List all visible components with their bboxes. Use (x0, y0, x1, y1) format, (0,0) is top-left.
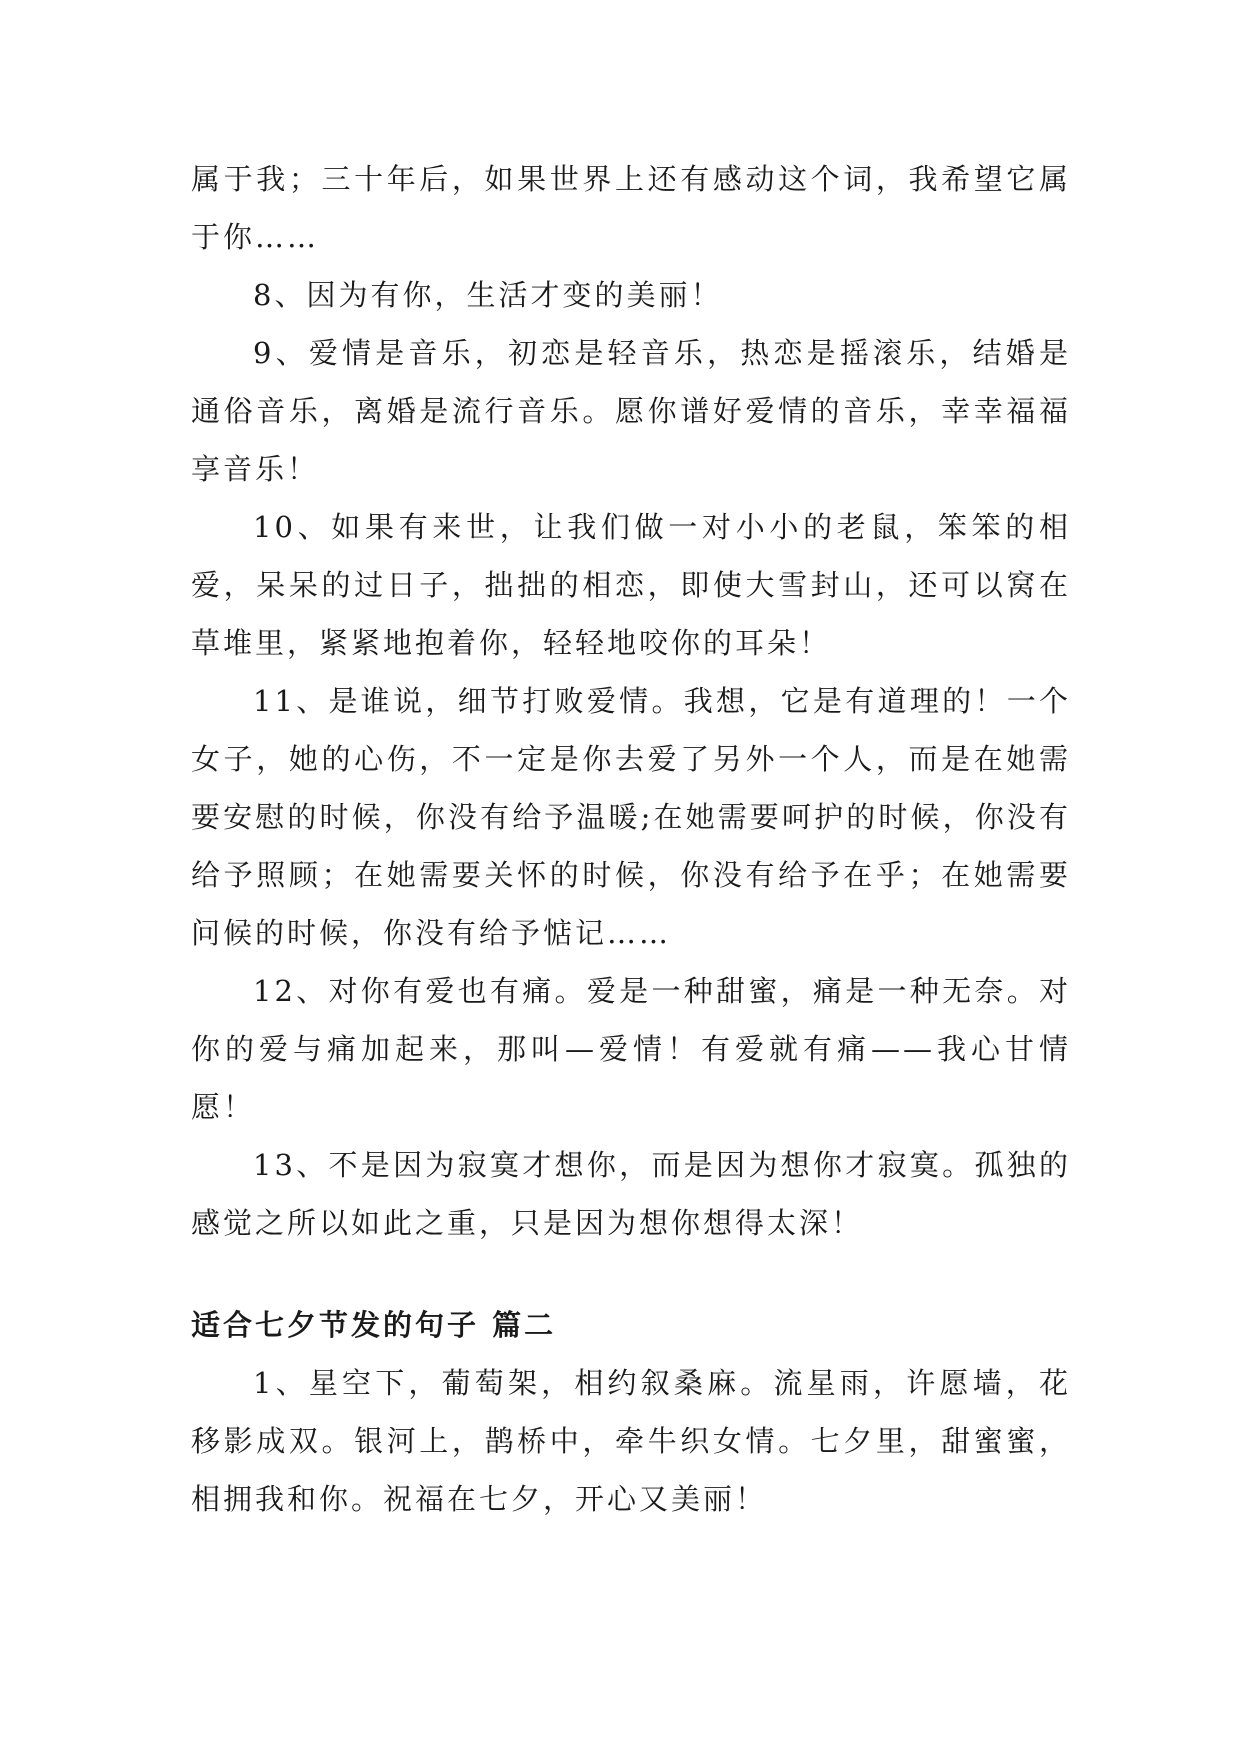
section-heading: 适合七夕节发的句子 篇二 (191, 1308, 557, 1342)
paragraph-item-11: 11、是谁说，细节打败爱情。我想，它是有道理的！一个女子，她的心伤，不一定是你去爱了另外一个人，而是在她需要安慰的时候，你没有给予温暖;在她需要呵护的时候，你没有给予照顾；在她需要关怀的时候，你没有给予在乎；在她需要问候的时候，你没有给予惦记…… (191, 684, 1071, 950)
paragraph-item-12: 12、对你有爱也有痛。爱是一种甜蜜，痛是一种无奈。对你的爱与痛加起来，那叫—爱情！有爱就有痛——我心甘情愿！ (191, 974, 1071, 1124)
document-page (191, 150, 1071, 1528)
paragraph-item-9: 9、爱情是音乐，初恋是轻音乐，热恋是摇滚乐，结婚是通俗音乐，离婚是流行音乐。愿你谱好爱情的音乐，幸幸福福享音乐！ (191, 336, 1071, 486)
paragraph-item-8: 8、因为有你，生活才变的美丽！ (253, 278, 723, 312)
paragraph-section2-item-1: 1、星空下，葡萄架，相约叙桑麻。流星雨，许愿墙，花移影成双。银河上，鹊桥中，牵牛织女情。七夕里，甜蜜蜜，相拥我和你。祝福在七夕，开心又美丽！ (191, 1366, 1071, 1516)
paragraph-item-10: 10、如果有来世，让我们做一对小小的老鼠，笨笨的相爱，呆呆的过日子，拙拙的相恋，即使大雪封山，还可以窝在草堆里，紧紧地抱着你，轻轻地咬你的耳朵！ (191, 510, 1071, 660)
paragraph-continued: 属于我；三十年后，如果世界上还有感动这个词，我希望它属于你…… (191, 162, 1071, 254)
paragraph-item-13: 13、不是因为寂寞才想你，而是因为想你才寂寞。孤独的感觉之所以如此之重，只是因为想你想得太深！ (191, 1148, 1071, 1240)
